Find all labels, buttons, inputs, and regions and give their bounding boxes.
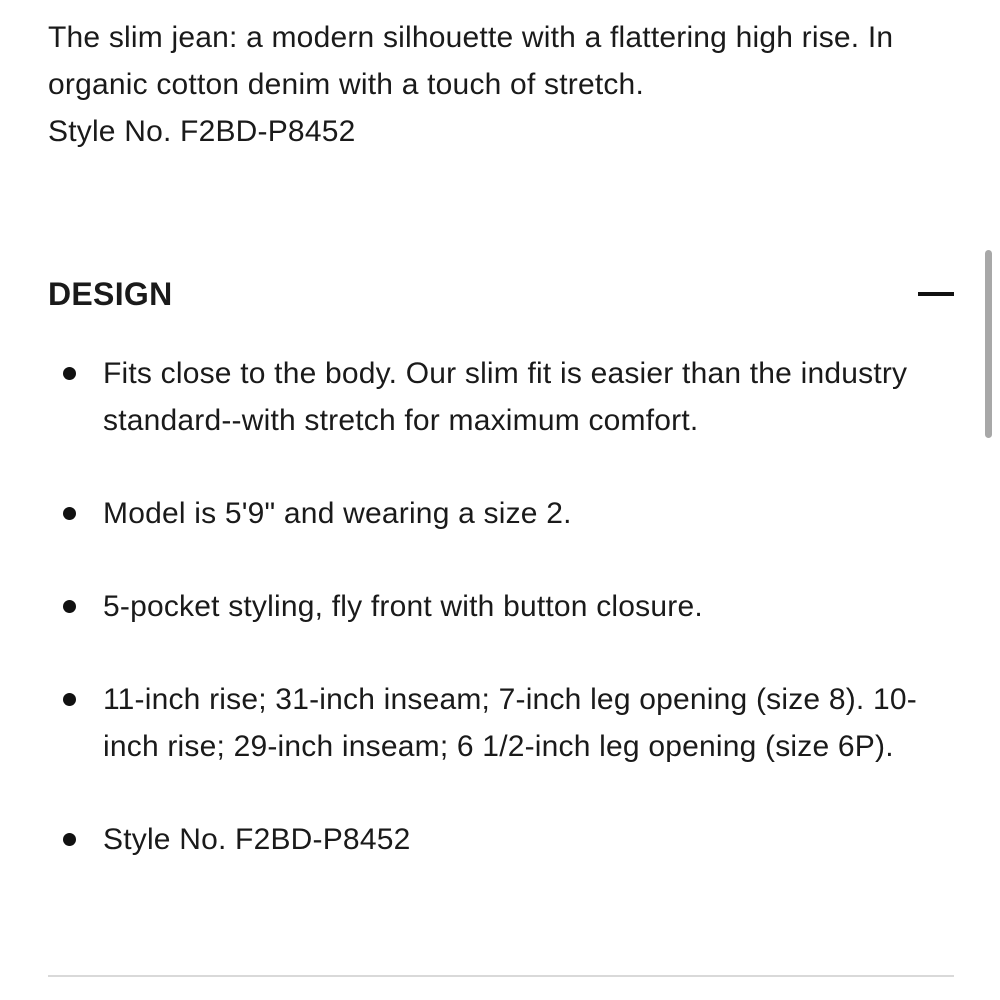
list-item <box>48 816 954 863</box>
list-item-text: 11-inch rise; 31-inch inseam; 7-inch leg opening (size 8). 10-inch rise; 29-inch inseam; 6 1/2-inch leg opening (size 6P). <box>103 683 917 763</box>
list-item-text: Model is 5'9" and wearing a size 2. <box>103 497 572 530</box>
list-item <box>48 676 954 770</box>
section-divider <box>48 975 954 977</box>
section-title: DESIGN <box>48 275 173 312</box>
bullet-icon <box>63 833 76 846</box>
style-number-text: Style No. F2BD-P8452 <box>48 115 356 148</box>
list-item <box>48 583 954 630</box>
bullet-icon <box>63 693 76 706</box>
scrollbar-thumb[interactable] <box>985 250 992 438</box>
bullet-icon <box>63 507 76 520</box>
list-item-text: Style No. F2BD-P8452 <box>103 823 411 856</box>
product-description <box>48 14 948 155</box>
list-item <box>48 350 954 444</box>
list-item <box>48 490 954 537</box>
bullet-icon <box>63 367 76 380</box>
design-details-list <box>48 350 954 863</box>
bullet-icon <box>63 600 76 613</box>
minus-icon[interactable] <box>918 281 954 307</box>
description-text: The slim jean: a modern silhouette with a flattering high rise. In organic cotton denim with a touch of stretch. <box>48 21 894 101</box>
design-section-toggle[interactable] <box>48 268 954 320</box>
list-item-text: Fits close to the body. Our slim fit is easier than the industry standard--with stretch for maximum comfort. <box>103 357 908 437</box>
list-item-text: 5-pocket styling, fly front with button closure. <box>103 590 703 623</box>
